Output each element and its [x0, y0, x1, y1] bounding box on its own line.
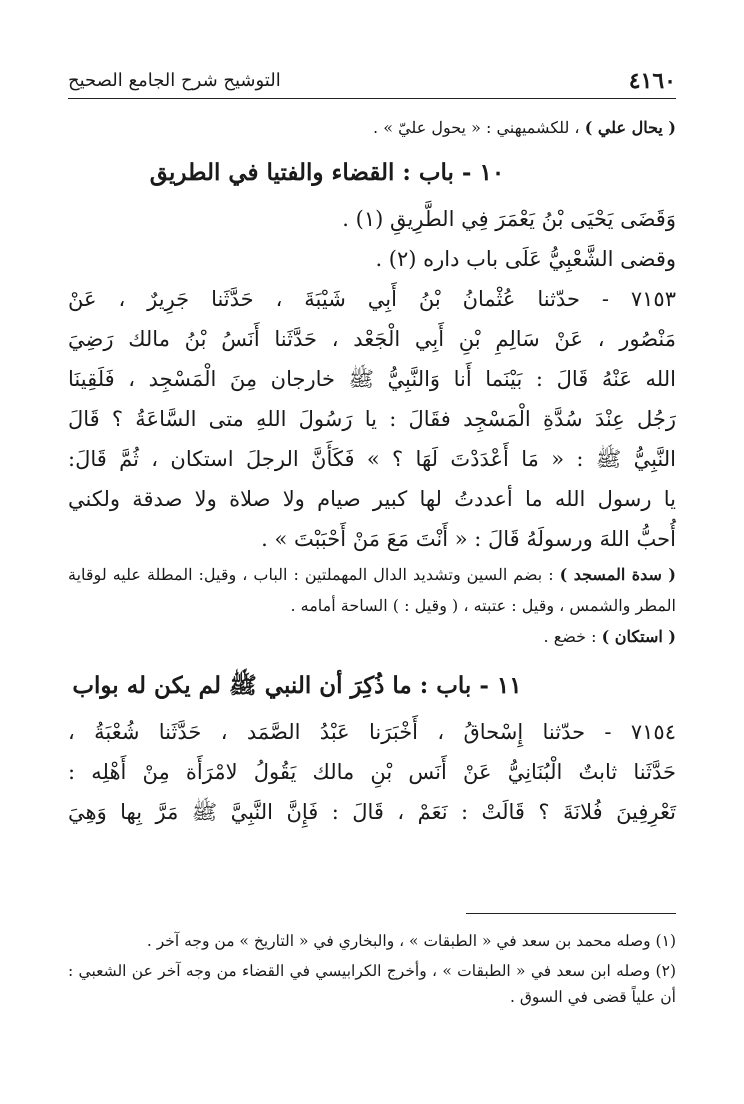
footnotes [68, 928, 676, 1014]
footnote-1: (١) وصله محمد بن سعد في « الطبقات » ، والبخاري في « التاريخ » من وجه آخر . [146, 932, 676, 950]
gloss-suddat-al-masjid [68, 559, 676, 621]
book-title: التوشيح شرح الجامع الصحيح [68, 70, 281, 91]
hadith-line: أُحبُّ اللهَ ورسولَهُ قَالَ : « أَنْتَ مَعَ مَنْ أَحْبَبْتَ » . [261, 527, 676, 551]
hadith-line: رَجُل عِنْدَ سُدَّةِ الْمَسْجِد فقَالَ : يا رَسُولَ اللهِ متى السَّاعَةُ ؟ قَالَ [68, 407, 676, 431]
hadith-line: تَعْرِفِينَ فُلانَةَ ؟ قَالَتْ : نَعَمْ ، قَالَ : فَإِنَّ النَّبِيَّ ﷺ مَرَّ بِها وَهِيَ [68, 800, 676, 824]
gloss-text: : بضم السين وتشديد الدال المهملتين : الباب ، وقيل: المطلة عليه لوقاية المطر والشمس ، وقيل : عتبته ، ( وقيل : ) الساحة أمامه . [68, 565, 676, 615]
hadith-line: ٧١٥٤ - حدّثنا إِسْحاقُ ، أَخْبَرَنا عَبْدُ الصَّمَد ، حَدَّثَنا شُعْبَةُ ، [68, 720, 676, 744]
gloss-istakana [68, 621, 676, 652]
hadith-line: مَنْصُور ، عَنْ سَالِمِ بْنِ أَبِي الْجَعْد ، حَدَّثَنا أَنَسُ بْنُ مالك رَضِيَ [68, 327, 676, 351]
gloss-text: ، للكشميهني : « يحول عليّ » . [373, 118, 580, 137]
footnote-separator [466, 913, 676, 914]
running-header [68, 66, 676, 99]
hadith-line: النَّبِيُّ ﷺ : « مَا أَعْدَدْتَ لَهَا ؟ » فَكَأَنَّ الرجلَ استكان ، ثُمَّ قَالَ: [68, 447, 676, 471]
gloss-term: ( استكان ) [601, 627, 676, 646]
hadith-line: يا رسول الله ما أعددتُ لها كبير صيام ولا صلاة ولا صدقة ولكني [68, 487, 676, 511]
chapter-10-line-1: وَقَضَى يَحْيَى بْنُ يَعْمَرَ فِي الطَّرِيقِ (١) . [342, 207, 676, 231]
hadith-line: ٧١٥٣ - حدّثنا عُثْمانُ بْنُ أَبِي شَيْبَةَ ، حَدَّثَنا جَرِيرٌ ، عَنْ [68, 287, 676, 311]
footnote-2: (٢) وصله ابن سعد في « الطبقات » ، وأخرج الكرابيسي في القضاء من وجه آخر عن الشعبي : أن علياً قضى في السوق . [68, 962, 676, 1006]
chapter-11-heading: ١١ - باب : ما ذُكِرَ أن النبي ﷺ لم يكن له بواب [72, 672, 522, 699]
page-body [68, 112, 676, 832]
page-number: ٤١٦٠ [628, 68, 676, 94]
gloss-yuhal-ali [68, 112, 676, 143]
chapter-10-heading: ١٠ - باب : القضاء والفتيا في الطريق [149, 159, 505, 186]
gloss-term: ( يحال علي ) [584, 118, 676, 137]
chapter-10-line-2: وقضى الشَّعْبِيُّ عَلَى باب داره (٢) . [375, 247, 676, 271]
hadith-line: حَدَّثَنا ثابتٌ الْبُنَانِيُّ عَنْ أَنَس بْنِ مالك يَقُولُ لامْرَأَة مِنْ أَهْلِه : [68, 760, 676, 784]
hadith-7153 [68, 279, 676, 559]
hadith-line: الله عَنْهُ قَالَ : بَيْنَما أَنا وَالنَّبِيُّ ﷺ خارجان مِنَ الْمَسْجِد ، فَلَقِينَا [68, 367, 676, 391]
gloss-term: ( سدة المسجد ) [559, 565, 677, 584]
gloss-text: : خضع . [543, 627, 597, 646]
hadith-7154 [68, 712, 676, 832]
